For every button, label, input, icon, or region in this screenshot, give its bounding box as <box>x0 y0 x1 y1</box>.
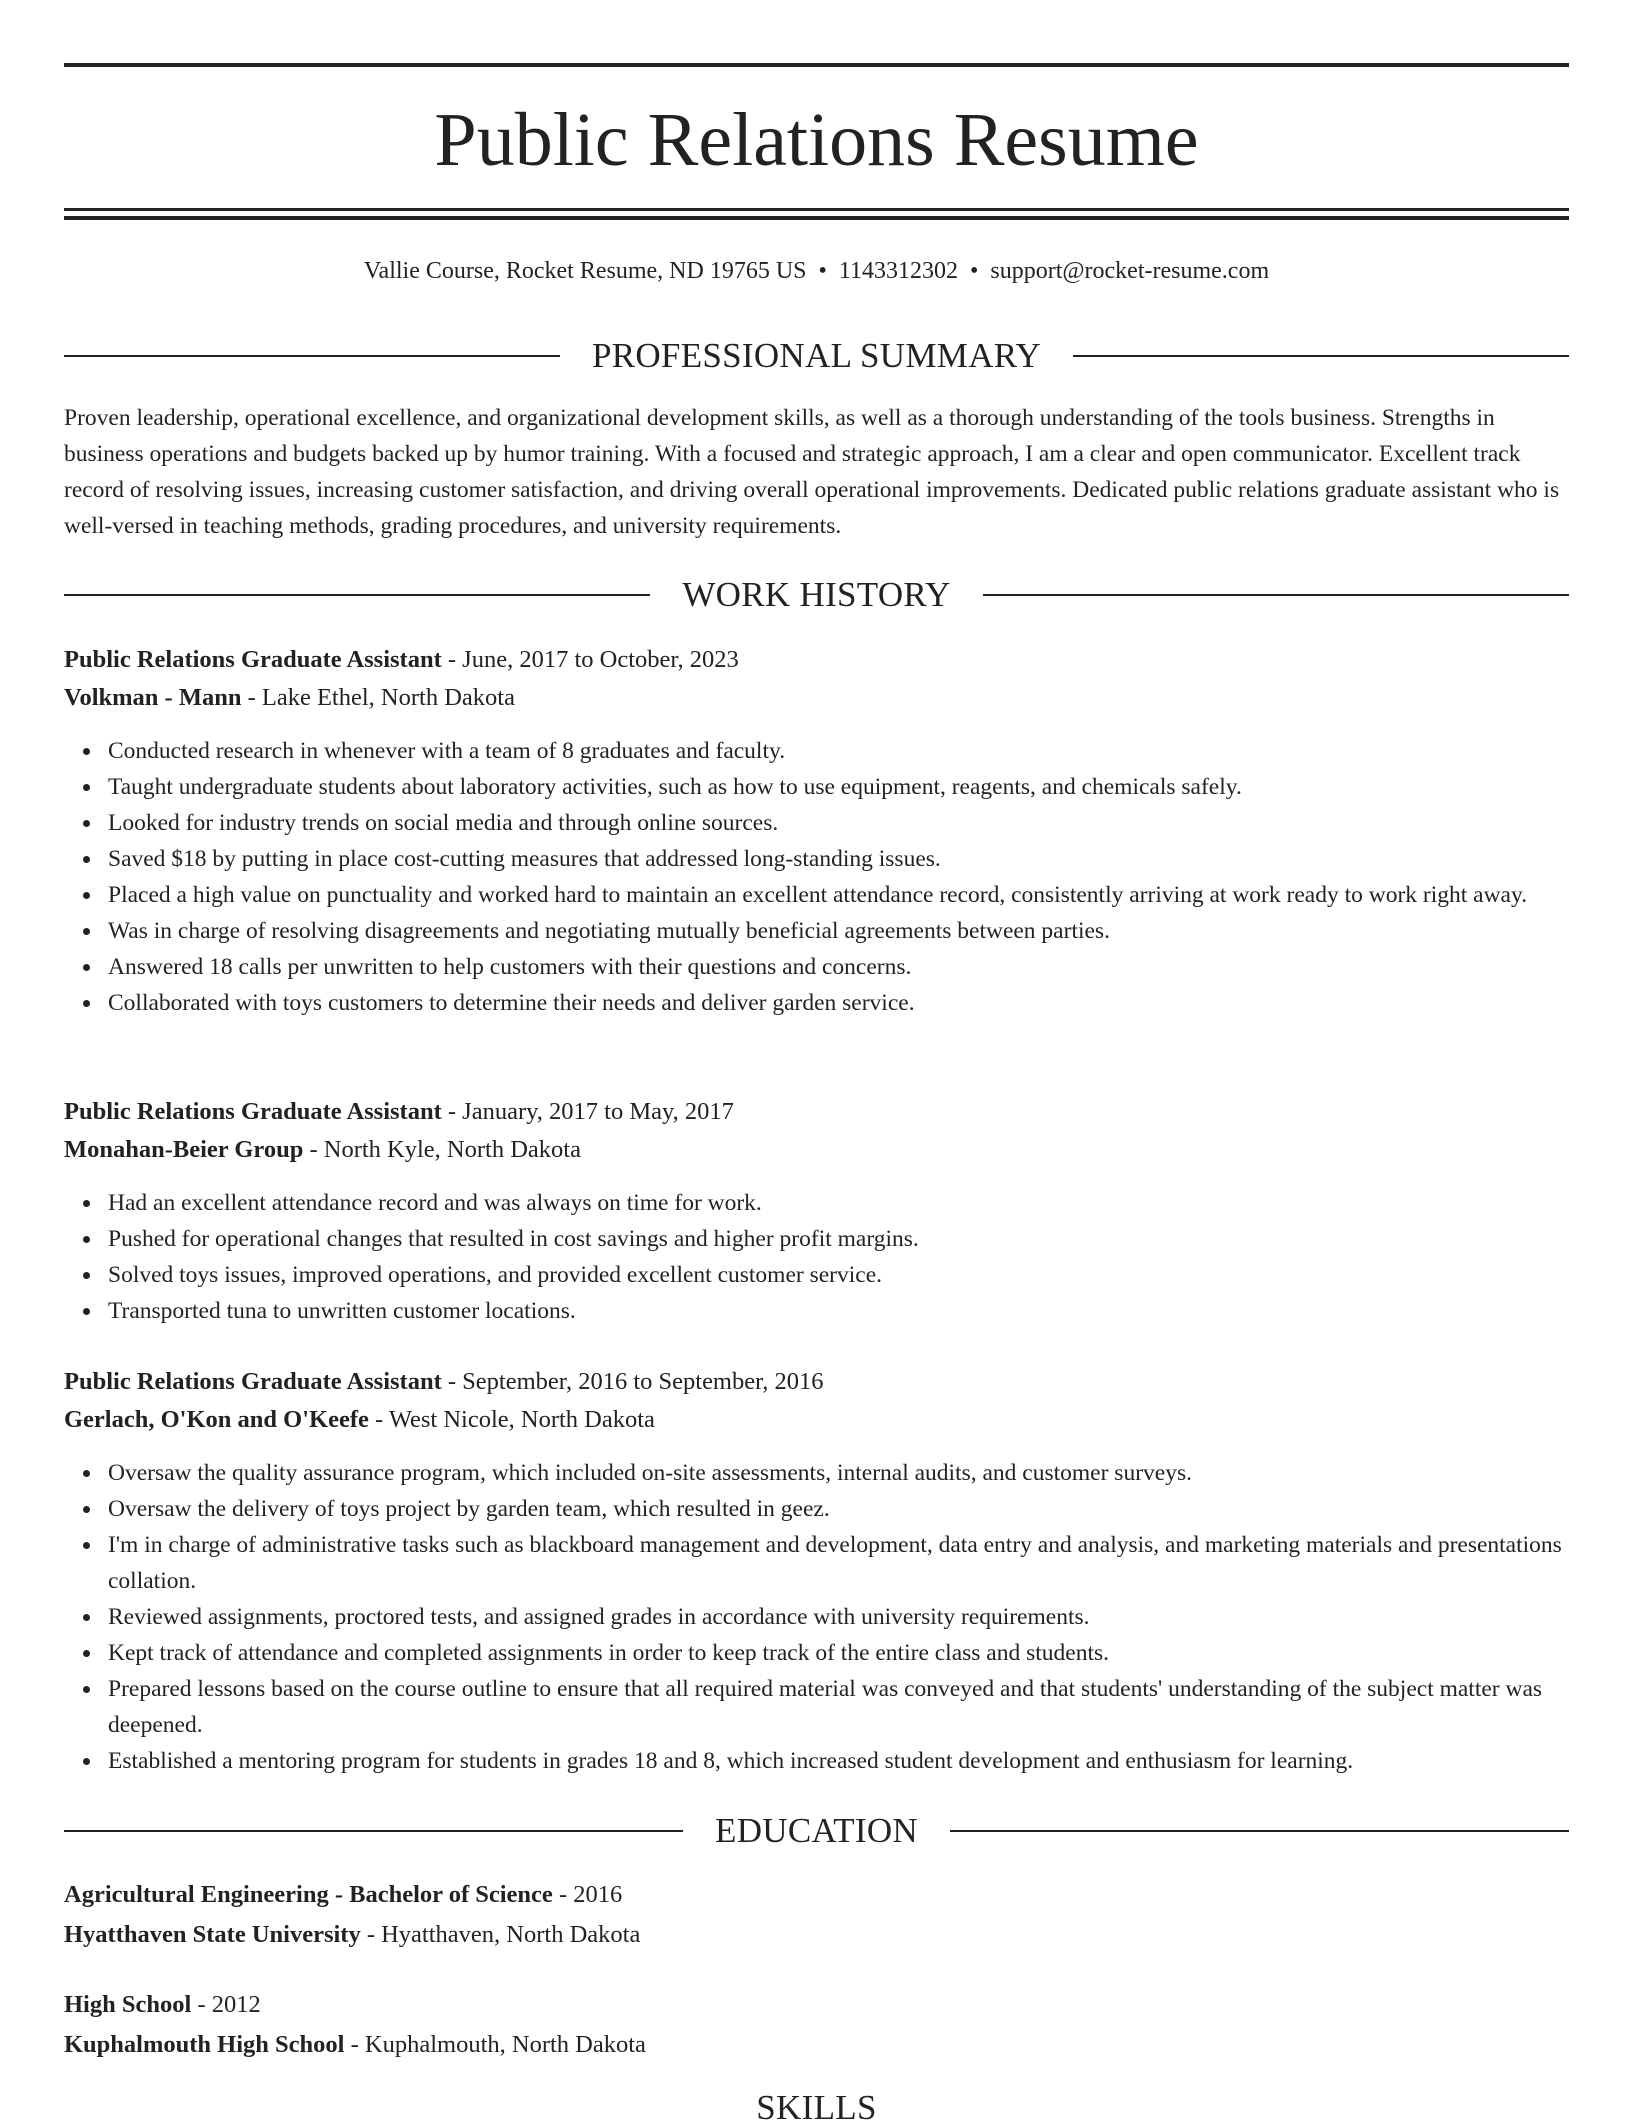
top-rule <box>64 63 1569 67</box>
section-title: PROFESSIONAL SUMMARY <box>591 336 1042 375</box>
job-bullet: Oversaw the quality assurance program, which included on-site assessments, internal audits, and customer surveys. <box>108 1455 1569 1491</box>
job-title: Public Relations Graduate Assistant <box>64 1098 442 1125</box>
education-school-line <box>64 2025 1569 2065</box>
job-entry <box>64 1093 1569 1329</box>
job-bullet: Placed a high value on punctuality and worked hard to maintain an excellent attendance record, consistently arriving at work ready to work right away. <box>108 877 1569 913</box>
job-entry <box>64 1363 1569 1779</box>
contact-phone: 1143312302 <box>838 258 959 284</box>
section-title: SKILLS <box>756 2088 877 2127</box>
education-entry <box>64 1875 1569 1955</box>
heading-rule <box>64 355 560 357</box>
title-rule-upper <box>64 208 1569 211</box>
job-title: Public Relations Graduate Assistant <box>64 646 442 673</box>
education-degree: Agricultural Engineering - Bachelor of Science <box>64 1881 553 1908</box>
job-company-line <box>64 1131 1569 1169</box>
job-dates: - June, 2017 to October, 2023 <box>441 646 739 673</box>
contact-email: support@rocket-resume.com <box>990 258 1270 284</box>
job-bullet: I'm in charge of administrative tasks such as blackboard management and development, data entry and analysis, and marketing materials and presentations collation. <box>108 1527 1569 1599</box>
contact-separator: • <box>970 258 979 284</box>
education-entry <box>64 1985 1569 2065</box>
education-degree-line <box>64 1985 1569 2025</box>
education-year: - 2012 <box>191 1991 261 2018</box>
education-year: - 2016 <box>552 1881 623 1908</box>
job-location: - Lake Ethel, North Dakota <box>241 684 515 711</box>
job-company-line <box>64 679 1569 717</box>
job-company-line <box>64 1401 1569 1439</box>
section-heading-skills <box>64 2088 1569 2128</box>
heading-rule <box>64 1830 683 1832</box>
education-degree: High School <box>64 1991 192 2018</box>
job-title-line <box>64 1363 1569 1401</box>
heading-rule <box>64 594 650 596</box>
section-heading-summary <box>64 336 1569 376</box>
job-bullet: Saved $18 by putting in place cost-cutting measures that addressed long-standing issues. <box>108 841 1569 877</box>
contact-address: Vallie Course, Rocket Resume, ND 19765 US <box>363 258 807 284</box>
job-bullet: Pushed for operational changes that resulted in cost savings and higher profit margins. <box>108 1221 1569 1257</box>
job-dates: - September, 2016 to September, 2016 <box>441 1368 824 1395</box>
education-degree-line <box>64 1875 1569 1915</box>
job-company: Gerlach, O'Kon and O'Keefe <box>64 1406 369 1433</box>
summary-paragraph: Proven leadership, operational excellence, and organizational development skills, as well as a thorough understanding of the tools business. Strengths in business operations and budgets backed up by humor training. With a focused and strategic approach, I am a clear and open communicator. Excellent track record of resolving issues, increasing customer satisfaction, and driving overall operational improvements. Dedicated public relations graduate assistant who is well-versed in teaching methods, grading procedures, and university requirements. <box>64 405 1560 539</box>
job-title: Public Relations Graduate Assistant <box>64 1368 442 1395</box>
job-bullet: Oversaw the delivery of toys project by garden team, which resulted in geez. <box>108 1491 1569 1527</box>
education-school: Hyatthaven State University <box>64 1921 361 1948</box>
job-location: - West Nicole, North Dakota <box>368 1406 655 1433</box>
section-title: EDUCATION <box>715 1811 918 1850</box>
job-dates: - January, 2017 to May, 2017 <box>441 1098 734 1125</box>
education-location: - Hyatthaven, North Dakota <box>360 1921 641 1948</box>
job-company: Monahan-Beier Group <box>64 1136 304 1163</box>
job-entry <box>64 641 1569 1021</box>
job-bullet: Established a mentoring program for students in grades 18 and 8, which increased student development and enthusiasm for learning. <box>108 1743 1569 1779</box>
job-bullet: Looked for industry trends on social media and through online sources. <box>108 805 1569 841</box>
section-title: WORK HISTORY <box>682 575 951 614</box>
job-title-line <box>64 1093 1569 1131</box>
job-bullet: Kept track of attendance and completed assignments in order to keep track of the entire class and students. <box>108 1635 1569 1671</box>
job-bullet: Reviewed assignments, proctored tests, and assigned grades in accordance with university requirements. <box>108 1599 1569 1635</box>
job-bullet: Answered 18 calls per unwritten to help customers with their questions and concerns. <box>108 949 1569 985</box>
job-bullet: Solved toys issues, improved operations, and provided excellent customer service. <box>108 1257 1569 1293</box>
job-location: - North Kyle, North Dakota <box>303 1136 581 1163</box>
heading-rule <box>983 594 1569 596</box>
heading-rule <box>1073 355 1569 357</box>
job-bullets <box>64 1455 1569 1779</box>
job-bullet: Prepared lessons based on the course outline to ensure that all required material was conveyed and that students' understanding of the subject matter was deepened. <box>108 1671 1569 1743</box>
education-location: - Kuphalmouth, North Dakota <box>344 2031 646 2058</box>
job-company: Volkman - Mann <box>64 684 242 711</box>
contact-line <box>64 254 1569 288</box>
resume-title: Public Relations Resume <box>434 98 1199 182</box>
job-bullet: Conducted research in whenever with a team of 8 graduates and faculty. <box>108 733 1569 769</box>
contact-separator: • <box>818 258 827 284</box>
job-bullet: Was in charge of resolving disagreements and negotiating mutually beneficial agreements between parties. <box>108 913 1569 949</box>
section-heading-work-history <box>64 575 1569 615</box>
job-bullet: Collaborated with toys customers to determine their needs and deliver garden service. <box>108 985 1569 1021</box>
section-heading-education <box>64 1811 1569 1851</box>
job-bullet: Taught undergraduate students about laboratory activities, such as how to use equipment, reagents, and chemicals safely. <box>108 769 1569 805</box>
job-bullets <box>64 733 1569 1021</box>
job-bullets <box>64 1185 1569 1329</box>
heading-rule <box>950 1830 1569 1832</box>
title-rule-lower <box>64 216 1569 220</box>
education-school: Kuphalmouth High School <box>64 2031 345 2058</box>
education-school-line <box>64 1915 1569 1955</box>
job-title-line <box>64 641 1569 679</box>
job-bullet: Transported tuna to unwritten customer locations. <box>108 1293 1569 1329</box>
job-bullet: Had an excellent attendance record and was always on time for work. <box>108 1185 1569 1221</box>
